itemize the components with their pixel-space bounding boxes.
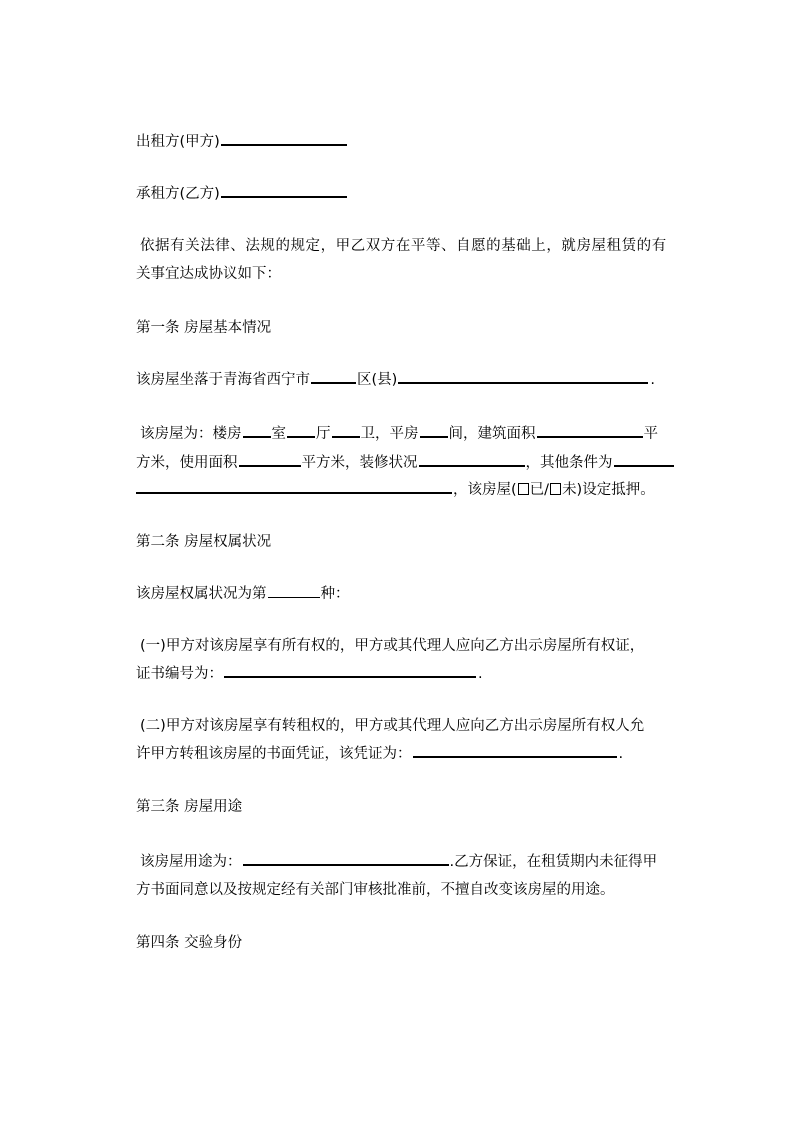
bungalow-count-blank[interactable] [420,424,448,438]
hall-label: 厅 [316,426,331,442]
district-blank[interactable] [311,370,356,384]
article1-location-line [136,370,655,390]
bath-label: 卫，平房 [360,426,419,442]
jian-label: 间，建筑面积 [448,426,536,442]
type-prefix: 该房屋权属状况为第 [136,586,267,602]
article3-heading: 第三条 房屋用途 [136,799,243,815]
house-use-blank[interactable] [243,852,449,866]
article3-use-line-2: 方书面同意以及按规定经有关部门审核批准前，不擅自改变该房屋的用途。 [136,882,615,898]
ping-label: 平 [643,426,658,442]
lessee-label: 承租方(乙方) [136,186,220,202]
article2-item2-line1: (二)甲方对该房屋享有转租权的，甲方或其代理人应向乙方出示房屋所有权人允 [140,718,645,734]
mortgage-yes-label: 已/ [529,482,550,498]
ownership-type-blank[interactable] [268,585,320,598]
article4-heading: 第四条 交验身份 [136,935,243,951]
article3-use-line [140,852,657,872]
decoration-blank[interactable] [419,453,525,467]
item2-label: 许甲方转租该房屋的书面凭证，该凭证为： [136,746,412,762]
intro-line-2: 关事宜达成协议如下： [136,266,281,282]
other-conditions-blank-1[interactable] [614,453,674,467]
certificate-number-blank[interactable] [224,664,476,678]
location-mid: 区(县) [357,372,398,388]
use-prefix: 该房屋用途为： [140,854,242,870]
mortgage-no-checkbox[interactable] [550,483,561,495]
item1-label: 证书编号为： [136,666,223,682]
other-label: ，其他条件为 [525,455,613,471]
bath-count-blank[interactable] [332,424,360,438]
mortgage-no-label: 未)设定抵押。 [562,482,655,498]
room-label: 室 [271,426,286,442]
article2-type-line [136,584,350,604]
house-prefix: 该房屋为：楼房 [140,426,242,442]
article1-mortgage-line [136,480,655,500]
mortgage-yes-checkbox[interactable] [518,483,529,495]
room-count-blank[interactable] [243,424,271,438]
hall-count-blank[interactable] [287,424,315,438]
article2-item1-line1: (一)甲方对该房屋享有所有权的，甲方或其代理人应向乙方出示房屋所有权证， [140,638,645,654]
lessor-blank[interactable] [221,132,347,146]
usable-area-blank[interactable] [239,453,301,467]
lessee-line [136,184,348,204]
other-conditions-blank-2[interactable] [136,480,452,494]
article2-item1-line2 [136,664,483,684]
mortgage-prefix: ，该房屋( [453,482,517,498]
lessor-line [136,132,348,152]
use-suffix: .乙方保证，在租赁期内未征得甲 [449,854,658,870]
sublease-proof-blank[interactable] [413,744,617,758]
item2-end: . [618,746,624,762]
article1-house-line [140,424,658,444]
type-suffix: 种： [320,586,350,602]
item1-end: . [478,666,483,682]
lessee-blank[interactable] [221,184,347,198]
sqm-prefix: 方米，使用面积 [136,455,238,471]
location-end: . [650,372,655,388]
article2-item2-line2 [136,744,623,764]
intro-line-1: 依据有关法律、法规的规定，甲乙双方在平等、自愿的基础上，就房屋租赁的有 [140,238,667,254]
article1-heading: 第一条 房屋基本情况 [136,320,272,336]
sqm-mid: 平方米，装修状况 [301,455,418,471]
location-prefix: 该房屋坐落于青海省西宁市 [136,372,310,388]
address-blank[interactable] [398,370,648,384]
lessor-label: 出租方(甲方) [136,134,220,150]
article2-heading: 第二条 房屋权属状况 [136,534,272,550]
article1-area-line [136,453,675,473]
building-area-blank[interactable] [537,424,643,438]
